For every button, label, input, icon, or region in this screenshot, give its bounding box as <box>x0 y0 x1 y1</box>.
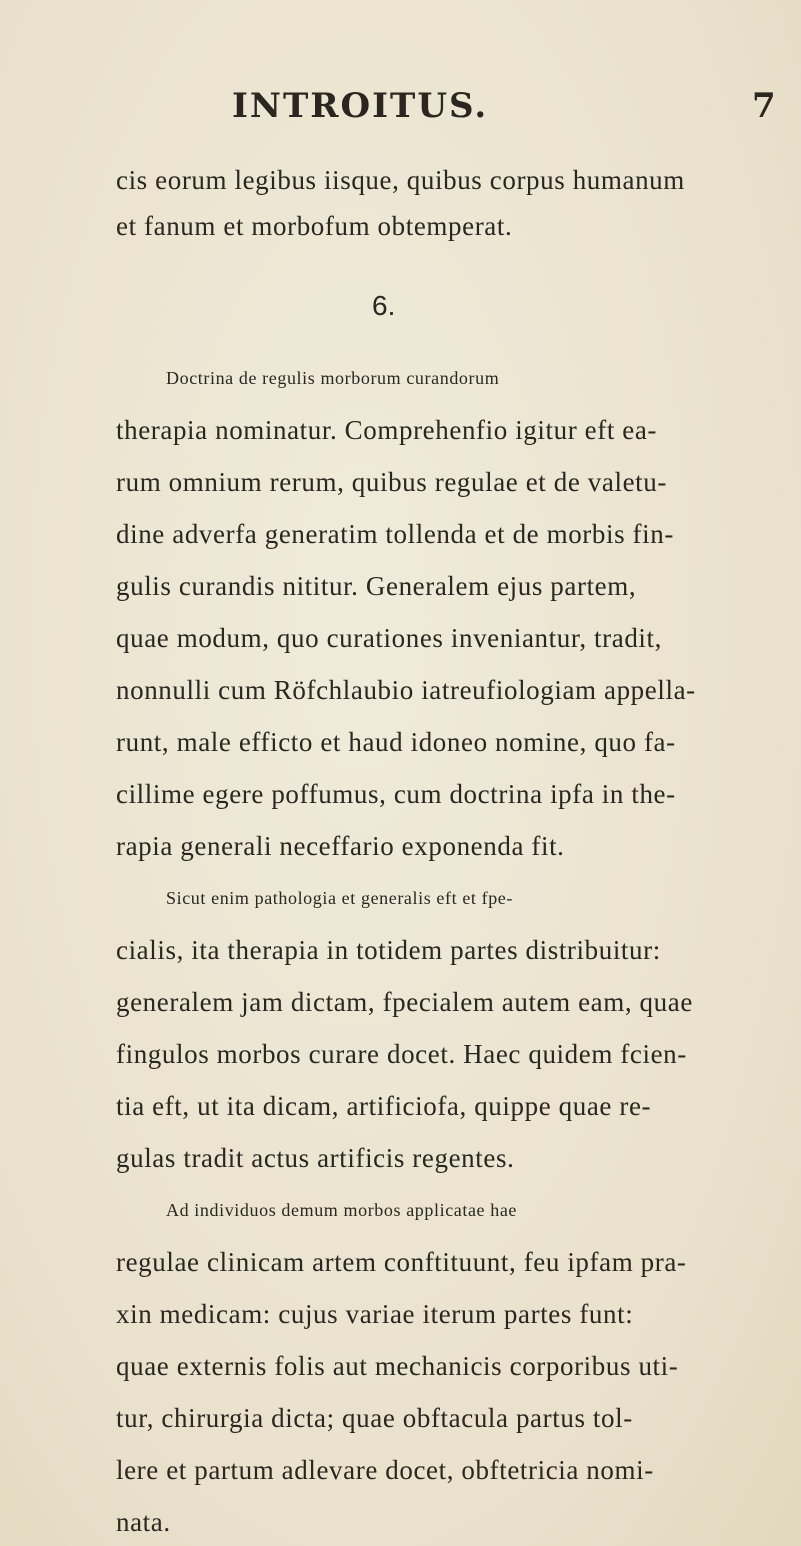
text-line: generalem jam dictam, fpecialem autem eam, quae <box>116 987 693 1017</box>
text-line: lere et partum adlevare docet, obftetricia nomi- <box>116 1455 654 1485</box>
text-line: Sicut enim pathologia et generalis eft et fpe- <box>166 888 513 908</box>
text-line: cis eorum legibus iisque, quibus corpus humanum <box>116 165 685 195</box>
text-line: gulis curandis nititur. Generalem ejus partem, <box>116 571 637 601</box>
text-line: dine adverfa generatim tollenda et de morbis fin- <box>116 519 674 549</box>
text-line: nata. <box>116 1507 171 1537</box>
text-line: et fanum et morbofum obtemperat. <box>116 211 513 241</box>
text-line: tur, chirurgia dicta; quae obftacula partus tol- <box>116 1403 633 1433</box>
text-line: tia eft, ut ita dicam, artificiofa, quippe quae re- <box>116 1091 652 1121</box>
text-line: xin medicam: cujus variae iterum partes funt: <box>116 1299 634 1329</box>
text-line: nonnulli cum Röfchlaubio iatreufiologiam appella- <box>116 675 696 705</box>
text-line: quae modum, quo curationes inveniantur, tradit, <box>116 623 662 653</box>
text-line: fingulos morbos curare docet. Haec quidem fcien- <box>116 1039 687 1069</box>
text-line: gulas tradit actus artificis regentes. <box>116 1143 515 1173</box>
text-line: cillime egere poffumus, cum doctrina ipfa in the- <box>116 779 676 809</box>
text-line: runt, male efficto et haud idoneo nomine, quo fa- <box>116 727 676 757</box>
text-line: regulae clinicam artem conftituunt, feu ipfam pra- <box>116 1247 687 1277</box>
text-line: rum omnium rerum, quibus regulae et de valetu- <box>116 467 667 497</box>
text-line: quae externis folis aut mechanicis corporibus uti- <box>116 1351 679 1381</box>
page-header <box>0 86 801 126</box>
text-line: cialis, ita therapia in totidem partes distribuitur: <box>116 935 661 965</box>
text-line: Ad individuos demum morbos applicatae hae <box>166 1200 518 1220</box>
text-line: therapia nominatur. Comprehenfio igitur eft ea- <box>116 415 658 445</box>
section-number: 6. <box>372 290 396 321</box>
text-line: Doctrina de regulis morborum curandorum <box>166 368 500 388</box>
page-number: 7 <box>752 86 776 126</box>
running-head: INTROITUS. <box>232 86 489 126</box>
text-line: rapia generali neceffario exponenda fit. <box>116 831 565 861</box>
